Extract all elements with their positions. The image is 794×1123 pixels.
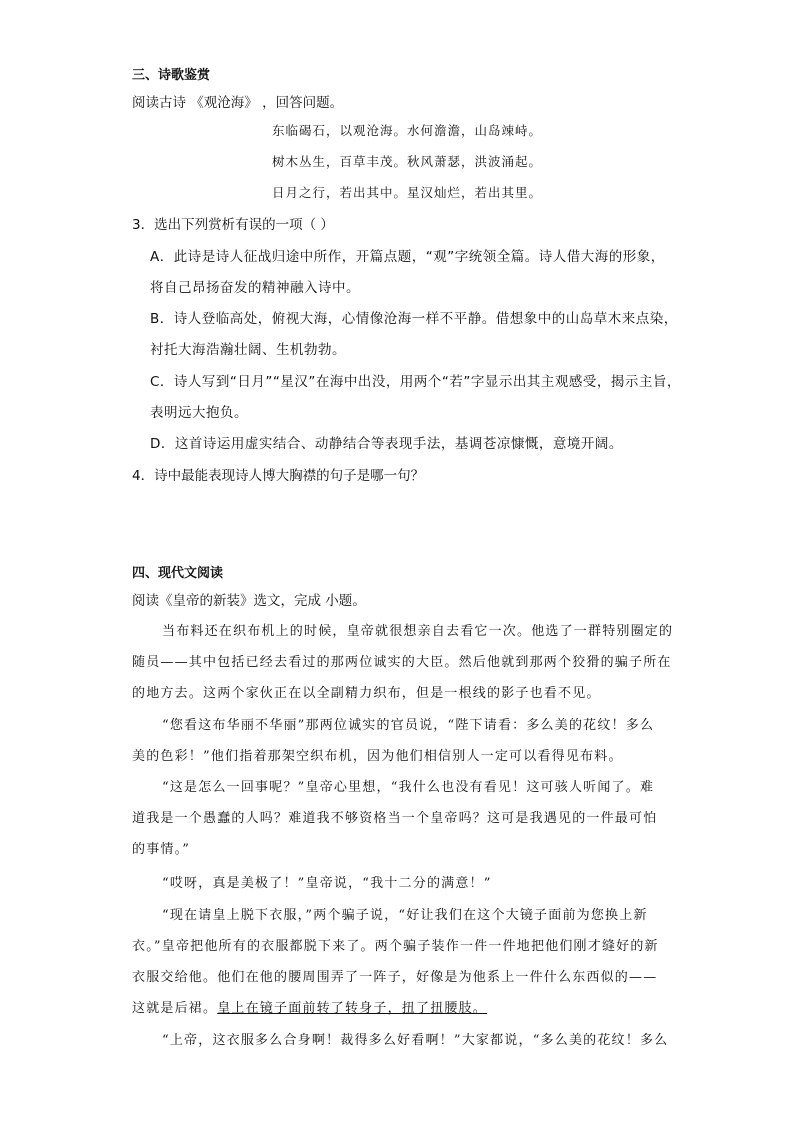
option-b: B．诗人登临高处，俯视大海，心情像沧海一样不平静。借想象中的山岛草木来点染， — [150, 311, 678, 327]
prose-line: 衣。”皇帝把他所有的衣服都脱下来了。两个骗子装作一件一件地把他们刚才缝好的新 — [132, 939, 659, 954]
poetry-intro: 阅读古诗 《观沧海》 ，回答问题。 — [132, 95, 344, 111]
section-heading-poetry: 三、诗歌鉴赏 — [132, 68, 211, 83]
option-d: D．这首诗运用虚实结合、动静结合等表现手法，基调苍凉慷慨，意境开阔。 — [150, 436, 623, 452]
option-c: C．诗人写到“日月”“星汉”在海中出没，用两个“若”字显示出其主观感受，揭示主旨， — [150, 374, 681, 390]
prose-line: 道我是一个愚蠢的人吗？难道我不够资格当一个皇帝吗？这可是我遇见的一件最可怕 — [132, 811, 658, 826]
prose-line: “上帝，这衣服多么合身啊！裁得多么好看啊！”大家都说，“多么美的花纹！多么 — [162, 1033, 669, 1048]
prose-line: 美的色彩！”他们指着那架空织布机，因为他们相信别人一定可以看得见布料。 — [132, 749, 623, 764]
option-a: A．此诗是诗人征战归途中所作，开篇点题，“观”字统领全篇。诗人借大海的形象， — [150, 249, 665, 265]
prose-text: 这就是后裙。 — [132, 1001, 218, 1016]
question-4: 4．诗中最能表现诗人博大胸襟的句子是哪一句？ — [132, 468, 425, 484]
prose-line-mixed — [132, 997, 487, 1016]
prose-line: 的事情。” — [132, 842, 191, 857]
prose-line: 随员——其中包括已经去看过的那两位诚实的大臣。然后他就到那两个狡猾的骗子所在 — [132, 655, 672, 670]
question-3: 3．选出下列赏析有误的一项（ ） — [132, 217, 334, 233]
underlined-sentence: 皇上在镜子面前转了转身子，扭了扭腰肢。 — [217, 1001, 488, 1016]
option-c-cont: 表明远大抱负。 — [150, 405, 248, 421]
prose-line: “这是怎么一回事呢？”皇帝心里想，“我什么也没有看见！这可骇人听闻了。难 — [162, 780, 655, 795]
modern-intro: 阅读《皇帝的新装》选文，完成 小题。 — [132, 593, 366, 609]
section-heading-modern: 四、现代文阅读 — [132, 566, 224, 581]
option-a-cont: 将自己昂扬奋发的精神融入诗中。 — [150, 280, 360, 296]
prose-line: “现在请皇上脱下衣服，”两个骗子说，“好让我们在这个大镜子面前为您换上新 — [162, 908, 648, 923]
prose-line: “您看这布华丽不华丽”那两位诚实的官员说，“陛下请看：多么美的花纹！多么 — [162, 718, 655, 733]
prose-line: 的地方去。这两个家伙正在以全副精力织布，但是一根线的影子也看不见。 — [132, 686, 601, 701]
prose-line: 衣服交给他。他们在他的腰周围弄了一阵子，好像是为他系上一件什么东西似的—— — [132, 970, 658, 985]
poem-line: 树木丛生，百草丰茂。秋风萧瑟，洪波涌起。 — [272, 154, 543, 169]
option-b-cont: 衬托大海浩瀚壮阔、生机勃勃。 — [150, 342, 346, 358]
poem-line: 东临碣石，以观沧海。水何澹澹，山岛竦峙。 — [272, 123, 543, 138]
prose-line: “哎呀，真是美极了！”皇帝说，“我十二分的满意！” — [162, 876, 492, 891]
prose-line: 当布料还在织布机上的时候，皇帝就很想亲自去看它一次。他选了一群特别圈定的 — [162, 624, 674, 639]
poem-line: 日月之行，若出其中。星汉灿烂，若出其里。 — [272, 185, 543, 200]
